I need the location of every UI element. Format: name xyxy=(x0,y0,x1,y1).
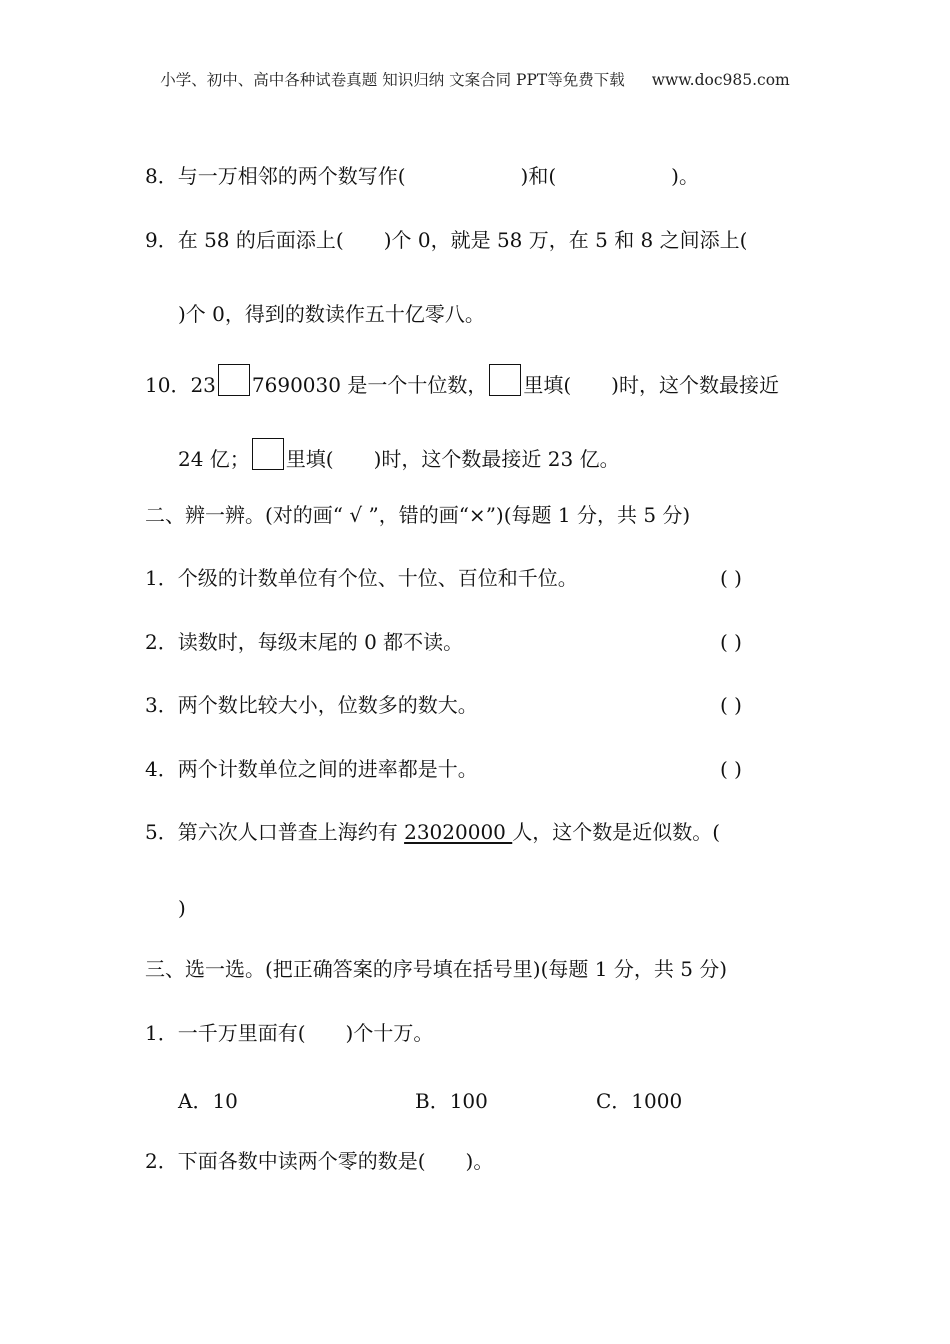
answer-box[interactable] xyxy=(489,364,521,396)
page-header xyxy=(0,68,950,90)
header-site: www.doc985.com xyxy=(651,71,790,89)
option-c[interactable]: C．1000 xyxy=(596,1089,683,1113)
answer-paren[interactable]: ( ) xyxy=(720,566,742,590)
answer-box[interactable] xyxy=(218,364,250,396)
judge-item-2: 2．读数时，每级末尾的 0 都不读。 xyxy=(145,630,464,654)
question-9-line-2: )个 0，得到的数读作五十亿零八。 xyxy=(178,302,485,326)
judge-item-4: 4．两个计数单位之间的进率都是十。 xyxy=(145,757,478,781)
section-3-title: 三、选一选。(把正确答案的序号填在括号里)(每题 1 分，共 5 分) xyxy=(145,957,728,981)
judge-item-5-close: ) xyxy=(178,896,186,920)
choice-question-2: 2．下面各数中读两个零的数是( )。 xyxy=(145,1149,494,1173)
judge-item-5: 5．第六次人口普查上海约有 23020000 人，这个数是近似数。( xyxy=(145,820,721,844)
answer-paren[interactable]: ( ) xyxy=(720,630,742,654)
option-b[interactable]: B．100 xyxy=(415,1089,488,1113)
header-text: 小学、初中、高中各种试卷真题 知识归纳 文案合同 PPT等免费下载 xyxy=(160,71,625,89)
question-8: 8．与一万相邻的两个数写作( )和( )。 xyxy=(145,164,699,188)
answer-box[interactable] xyxy=(252,438,284,470)
judge-item-1: 1．个级的计数单位有个位、十位、百位和千位。 xyxy=(145,566,578,590)
section-2-title: 二、辨一辨。(对的画“ √ ”，错的画“×”)(每题 1 分，共 5 分) xyxy=(145,503,691,527)
question-10-line-2: 24 亿； 里填( )时，这个数最接近 23 亿。 xyxy=(178,438,620,471)
question-9-line-1: 9．在 58 的后面添上( )个 0，就是 58 万，在 5 和 8 之间添上( xyxy=(145,228,748,252)
underlined-number: 23020000 xyxy=(404,820,513,844)
answer-paren[interactable]: ( ) xyxy=(720,757,742,781)
choice-question-1: 1．一千万里面有( )个十万。 xyxy=(145,1021,434,1045)
judge-item-3: 3．两个数比较大小，位数多的数大。 xyxy=(145,693,478,717)
question-10-line-1: 10．23 7690030 是一个十位数， 里填( )时，这个数最接近 xyxy=(145,364,779,397)
option-a[interactable]: A．10 xyxy=(178,1089,238,1113)
answer-paren[interactable]: ( ) xyxy=(720,693,742,717)
